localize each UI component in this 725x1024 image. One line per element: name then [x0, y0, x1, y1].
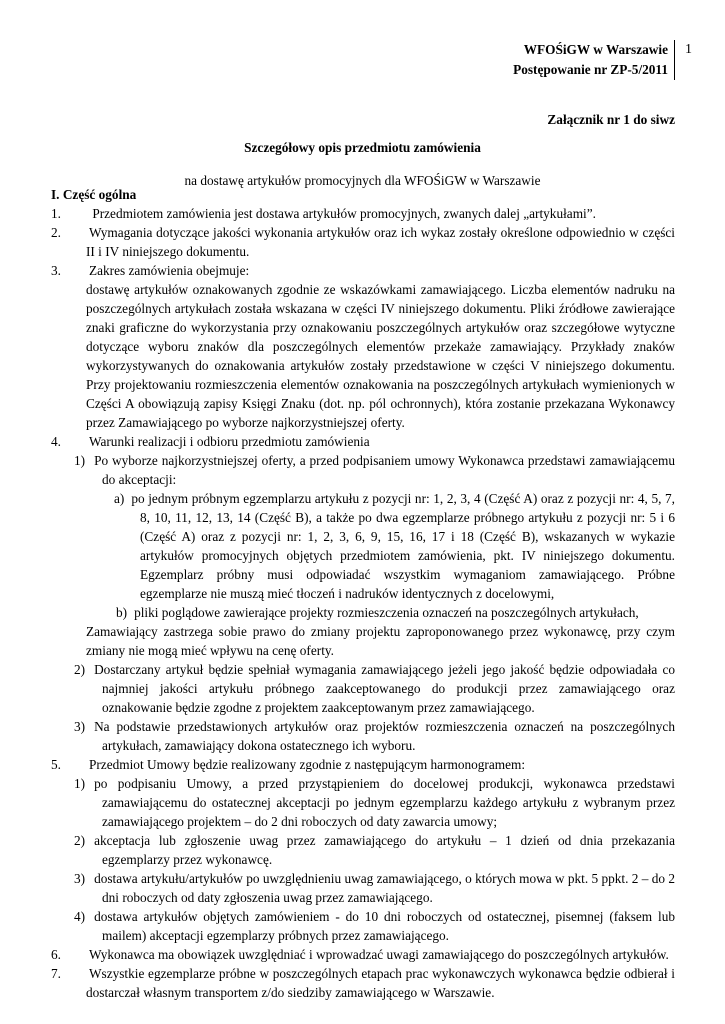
list-item-4-3: 3) Na podstawie przedstawionych artykułów oraz projektów rozmieszczenia oznaczeń na poszczególnych artykułach, zamawiający dokona ostatecznego ich wyboru.	[74, 719, 675, 753]
page-header	[368, 40, 675, 80]
document-subtitle: na dostawę artykułów promocyjnych dla WFOŚiGW w Warszawie	[184, 173, 541, 188]
list-item-4-2: 2) Dostarczany artykuł będzie spełniał wymagania zamawiającego jeżeli jego jakość będzie odpowiadała co najmniej jakości artykułu próbnego zaakceptowanego do produkcji przez zamawiającego oraz oznakowanie będzie zgodne z projektem zaakceptowanym przez zamawiającego.	[74, 662, 675, 715]
list-item-7: 7. Wszystkie egzemplarze próbne w poszczególnych etapach prac wykonawczych wykonawca będzie odbierał i dostarczał własnym transportem z/do siedziby zamawiającego w Warszawie.	[51, 966, 675, 1000]
list-item-4-1-a: a) po jednym próbnym egzemplarzu artykułu z pozycji nr: 1, 2, 3, 4 (Część A) oraz z pozycji nr: 4, 5, 7, 8, 10, 11, 12, 13, 14 (Część B), a także po dwa egzemplarze próbnego artykułu z pozycji nr: 5 i 6 (Część A) oraz z pozycji nr: 1, 2, 3, 6, 9, 15, 16, 17 i 18 (Część B), wskazanych w wykazie artykułów promocyjnych objętych przedmiotem zamówienia, pkt. IV niniejszego dokumentu. Egzemplarz próbny musi odpowiadać wszystkim wymaganiom zamawiającego. Próbne egzemplarze nie muszą mieć tłoczeń i nadruków identycznych z docelowymi,	[114, 491, 675, 601]
list-item-5-4: 4) dostawa artykułów objętych zamówieniem - do 10 dni roboczych od ostatecznej, pisemnej (faksem lub mailem) akceptacji egzemplarzy próbnych przez zamawiającego.	[74, 909, 675, 943]
list-item-5-3: 3) dostawa artykułu/artykułów po uwzględnieniu uwag zamawiającego, o których mowa w pkt. 5 ppkt. 2 – do 2 dni roboczych od daty zgłoszenia uwag przez zamawiającego.	[74, 871, 675, 905]
list-item-6: 6. Wykonawca ma obowiązek uwzględniać i wprowadzać uwagi zamawiającego do poszczególnych artykułów.	[51, 947, 669, 962]
section-heading: I. Część ogólna	[51, 187, 137, 202]
list-item-5-1: 1) po podpisaniu Umowy, a przed przystąpieniem do docelowej produkcji, wykonawca przedstawi zamawiającemu do ostatecznej akceptacji po jednym egzemplarzu każdego artykułu z wybranym przez zamawiającego projektem – do 2 dni roboczych od daty zawarcia umowy;	[74, 776, 675, 829]
document-title: Szczegółowy opis przedmiotu zamówienia	[244, 140, 481, 155]
list-item-5: 5. Przedmiot Umowy będzie realizowany zgodnie z następującym harmonogramem:	[51, 757, 526, 772]
page-number: 1	[685, 42, 692, 57]
list-item-4-1-b: b) pliki poglądowe zawierające projekty rozmieszczenia oznaczeń na poszczególnych artykułach,	[116, 605, 639, 620]
attachment-label: Załącznik nr 1 do siwz	[547, 112, 675, 127]
document-body	[51, 185, 675, 1002]
list-item-1: 1. Przedmiotem zamówienia jest dostawa artykułów promocyjnych, zwanych dalej „artykułami”.	[51, 206, 596, 221]
list-item-3: 3. Zakres zamówienia obejmuje:	[51, 263, 250, 278]
list-item-4-1-note: Zamawiający zastrzega sobie prawo do zmiany projektu zaproponowanego przez wykonawcę, przy czym zmiany nie mogą mieć wpływu na cenę oferty.	[86, 624, 675, 658]
list-item-4-1: 1) Po wyborze najkorzystniejszej oferty, a przed podpisaniem umowy Wykonawca przedstawi zamawiającemu do akceptacji:	[74, 453, 675, 487]
list-item-2: 2. Wymagania dotyczące jakości wykonania artykułów oraz ich wykaz zostały określone odpowiednio w części II i IV niniejszego dokumentu.	[51, 225, 675, 259]
header-organization: WFOŚiGW w Warszawie	[523, 42, 668, 57]
list-item-4: 4. Warunki realizacji i odbioru przedmiotu zamówienia	[51, 434, 370, 449]
header-case-number: Postępowanie nr ZP-5/2011	[513, 62, 668, 77]
list-item-3-body: dostawę artykułów oznakowanych zgodnie ze wskazówkami zamawiającego. Liczba elementów nadruku na poszczególnych artykułach została wskazana w części IV niniejszego dokumentu. Pliki źródłowe zawierające znaki graficzne do wykorzystania przy oznakowaniu poszczególnych artykułów oraz szczegółowe wytyczne dotyczące wyboru znaków dla poszczególnych elementów przekaże zamawiający. Przykłady znaków wykorzystywanych do oznakowania artykułów zostały przedstawione w części V niniejszego dokumentu. Przy projektowaniu rozmieszczenia elementów oznakowania na poszczególnych artykułach wymienionych w Części A obowiązują zapisy Księgi Znaku (dot. np. pól ochronnych), która zostanie przekazana Wykonawcy przez Zamawiającego po wyborze najkorzystniejszej oferty.	[86, 282, 675, 430]
list-item-5-2: 2) akceptacja lub zgłoszenie uwag przez zamawiającego do artykułu – 1 dzień od dnia przekazania egzemplarzy przez wykonawcę.	[74, 833, 675, 867]
